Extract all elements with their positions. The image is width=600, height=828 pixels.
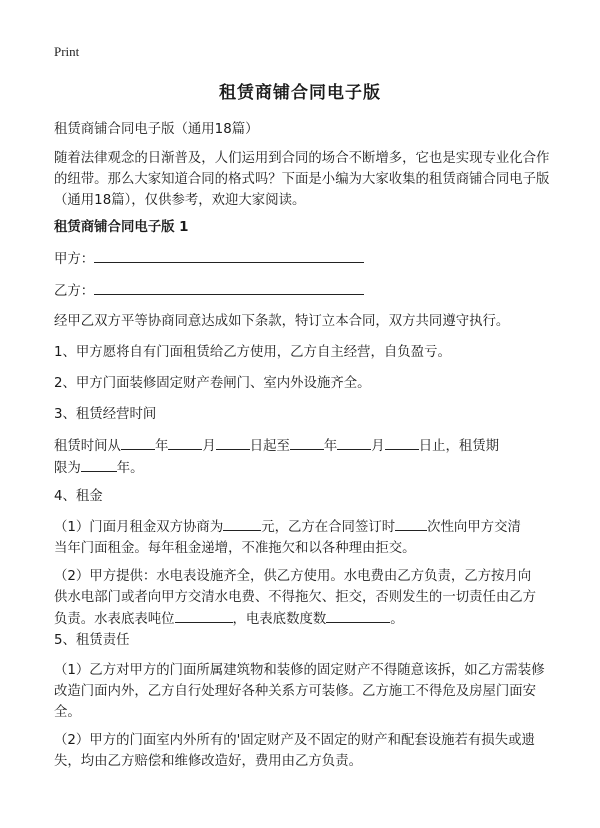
term-day-from-label: 日起至: [249, 439, 290, 454]
term-start-month-field[interactable]: [168, 435, 202, 450]
rent-paragraph: [54, 516, 554, 559]
rent-line2: 当年门面租金。每年租金递增，不准拖欠和以各种理由拒交。: [54, 541, 416, 556]
term-year-label: 年: [154, 439, 169, 454]
contract-heading: 租赁商铺合同电子版 1: [54, 220, 189, 235]
rent-times-field[interactable]: [395, 516, 427, 531]
term-start: 租赁时间从: [54, 439, 121, 454]
utilities-line3-c: 。: [390, 612, 404, 627]
term-start-year-field[interactable]: [121, 435, 155, 450]
term-limit-field[interactable]: [81, 457, 117, 472]
clause-1: 1、甲方愿将自有门面租赁给乙方使用，乙方自主经营，自负盈亏。: [54, 345, 451, 360]
clause-3-title: 3、租赁经营时间: [54, 407, 157, 422]
rent-line1-c: 次性向甲方交清: [427, 520, 521, 535]
rent-amount-field[interactable]: [223, 516, 261, 531]
term-day-to-label: 日止，租赁期: [418, 439, 500, 454]
term-end-year-field[interactable]: [290, 435, 324, 450]
term-month-label: 月: [202, 439, 216, 454]
term-limit-label: 限为: [54, 461, 81, 476]
clause-5-title: 5、租赁责任: [54, 633, 130, 648]
utilities-line3-a: 负责。水表底表吨位: [54, 612, 175, 627]
clause-4-title: 4、租金: [54, 489, 103, 504]
preamble: 经甲乙双方平等协商同意达成如下条款，特订立本合同，双方共同遵守执行。: [54, 314, 510, 329]
electric-meter-field[interactable]: [326, 608, 390, 623]
responsibility-2: （2）甲方的门面室内外所有的'固定财产及不固定的财产和配套设施若有损失或遗失，均由乙方赔偿和维修改造好，费用由乙方负责。: [54, 733, 535, 769]
term-end-month-label: 月: [371, 439, 385, 454]
term-start-day-field[interactable]: [216, 435, 250, 450]
responsibility-1: （1）乙方对甲方的门面所属建筑物和装修的固定财产不得随意该拆，如乙方需装修改造门面内外，乙方自行处理好各种关系方可装修。乙方施工不得危及房屋门面安全。: [54, 663, 545, 720]
intro-paragraph: 随着法律观念的日渐普及，人们运用到合同的场合不断增多，它也是实现专业化合作的纽带。那么大家知道合同的格式吗？下面是小编为大家收集的租赁商铺合同电子版（通用18篇），仅供参考，欢迎大家阅读。: [54, 151, 550, 208]
party-b-line: [54, 280, 554, 302]
term-end-year-label: 年: [323, 439, 338, 454]
party-a-line: [54, 248, 554, 270]
party-a-label: 甲方：: [54, 252, 95, 267]
utilities-line2: 供水电部门或者向甲方交清水电费、不得拖欠、拒交，否则发生的一切责任由乙方: [54, 590, 537, 605]
term-paragraph: [54, 435, 554, 479]
intro-subtitle: 租赁商铺合同电子版（通用18篇）: [54, 122, 259, 137]
term-year-end-label: 年。: [116, 461, 144, 476]
rent-line1-a: （1）门面月租金双方协商为: [54, 520, 224, 535]
page-title: 租赁商铺合同电子版: [219, 83, 381, 103]
term-end-month-field[interactable]: [337, 435, 371, 450]
clause-2: 2、甲方门面装修固定财产卷闸门、室内外设施齐全。: [54, 376, 371, 391]
utilities-line3-b: ，电表底数度数: [232, 612, 327, 627]
party-a-field[interactable]: [94, 248, 364, 263]
rent-line1-b: 元，乙方在合同签订时: [261, 520, 396, 535]
term-end-day-field[interactable]: [385, 435, 419, 450]
utilities-line1: （2）甲方提供：水电表设施齐全，供乙方使用。水电费由乙方负责，乙方按月向: [54, 569, 532, 584]
party-b-field[interactable]: [94, 280, 364, 295]
party-b-label: 乙方：: [54, 284, 95, 299]
water-meter-field[interactable]: [175, 608, 233, 623]
utilities-paragraph: [54, 566, 554, 630]
print-link[interactable]: Print: [54, 44, 80, 59]
